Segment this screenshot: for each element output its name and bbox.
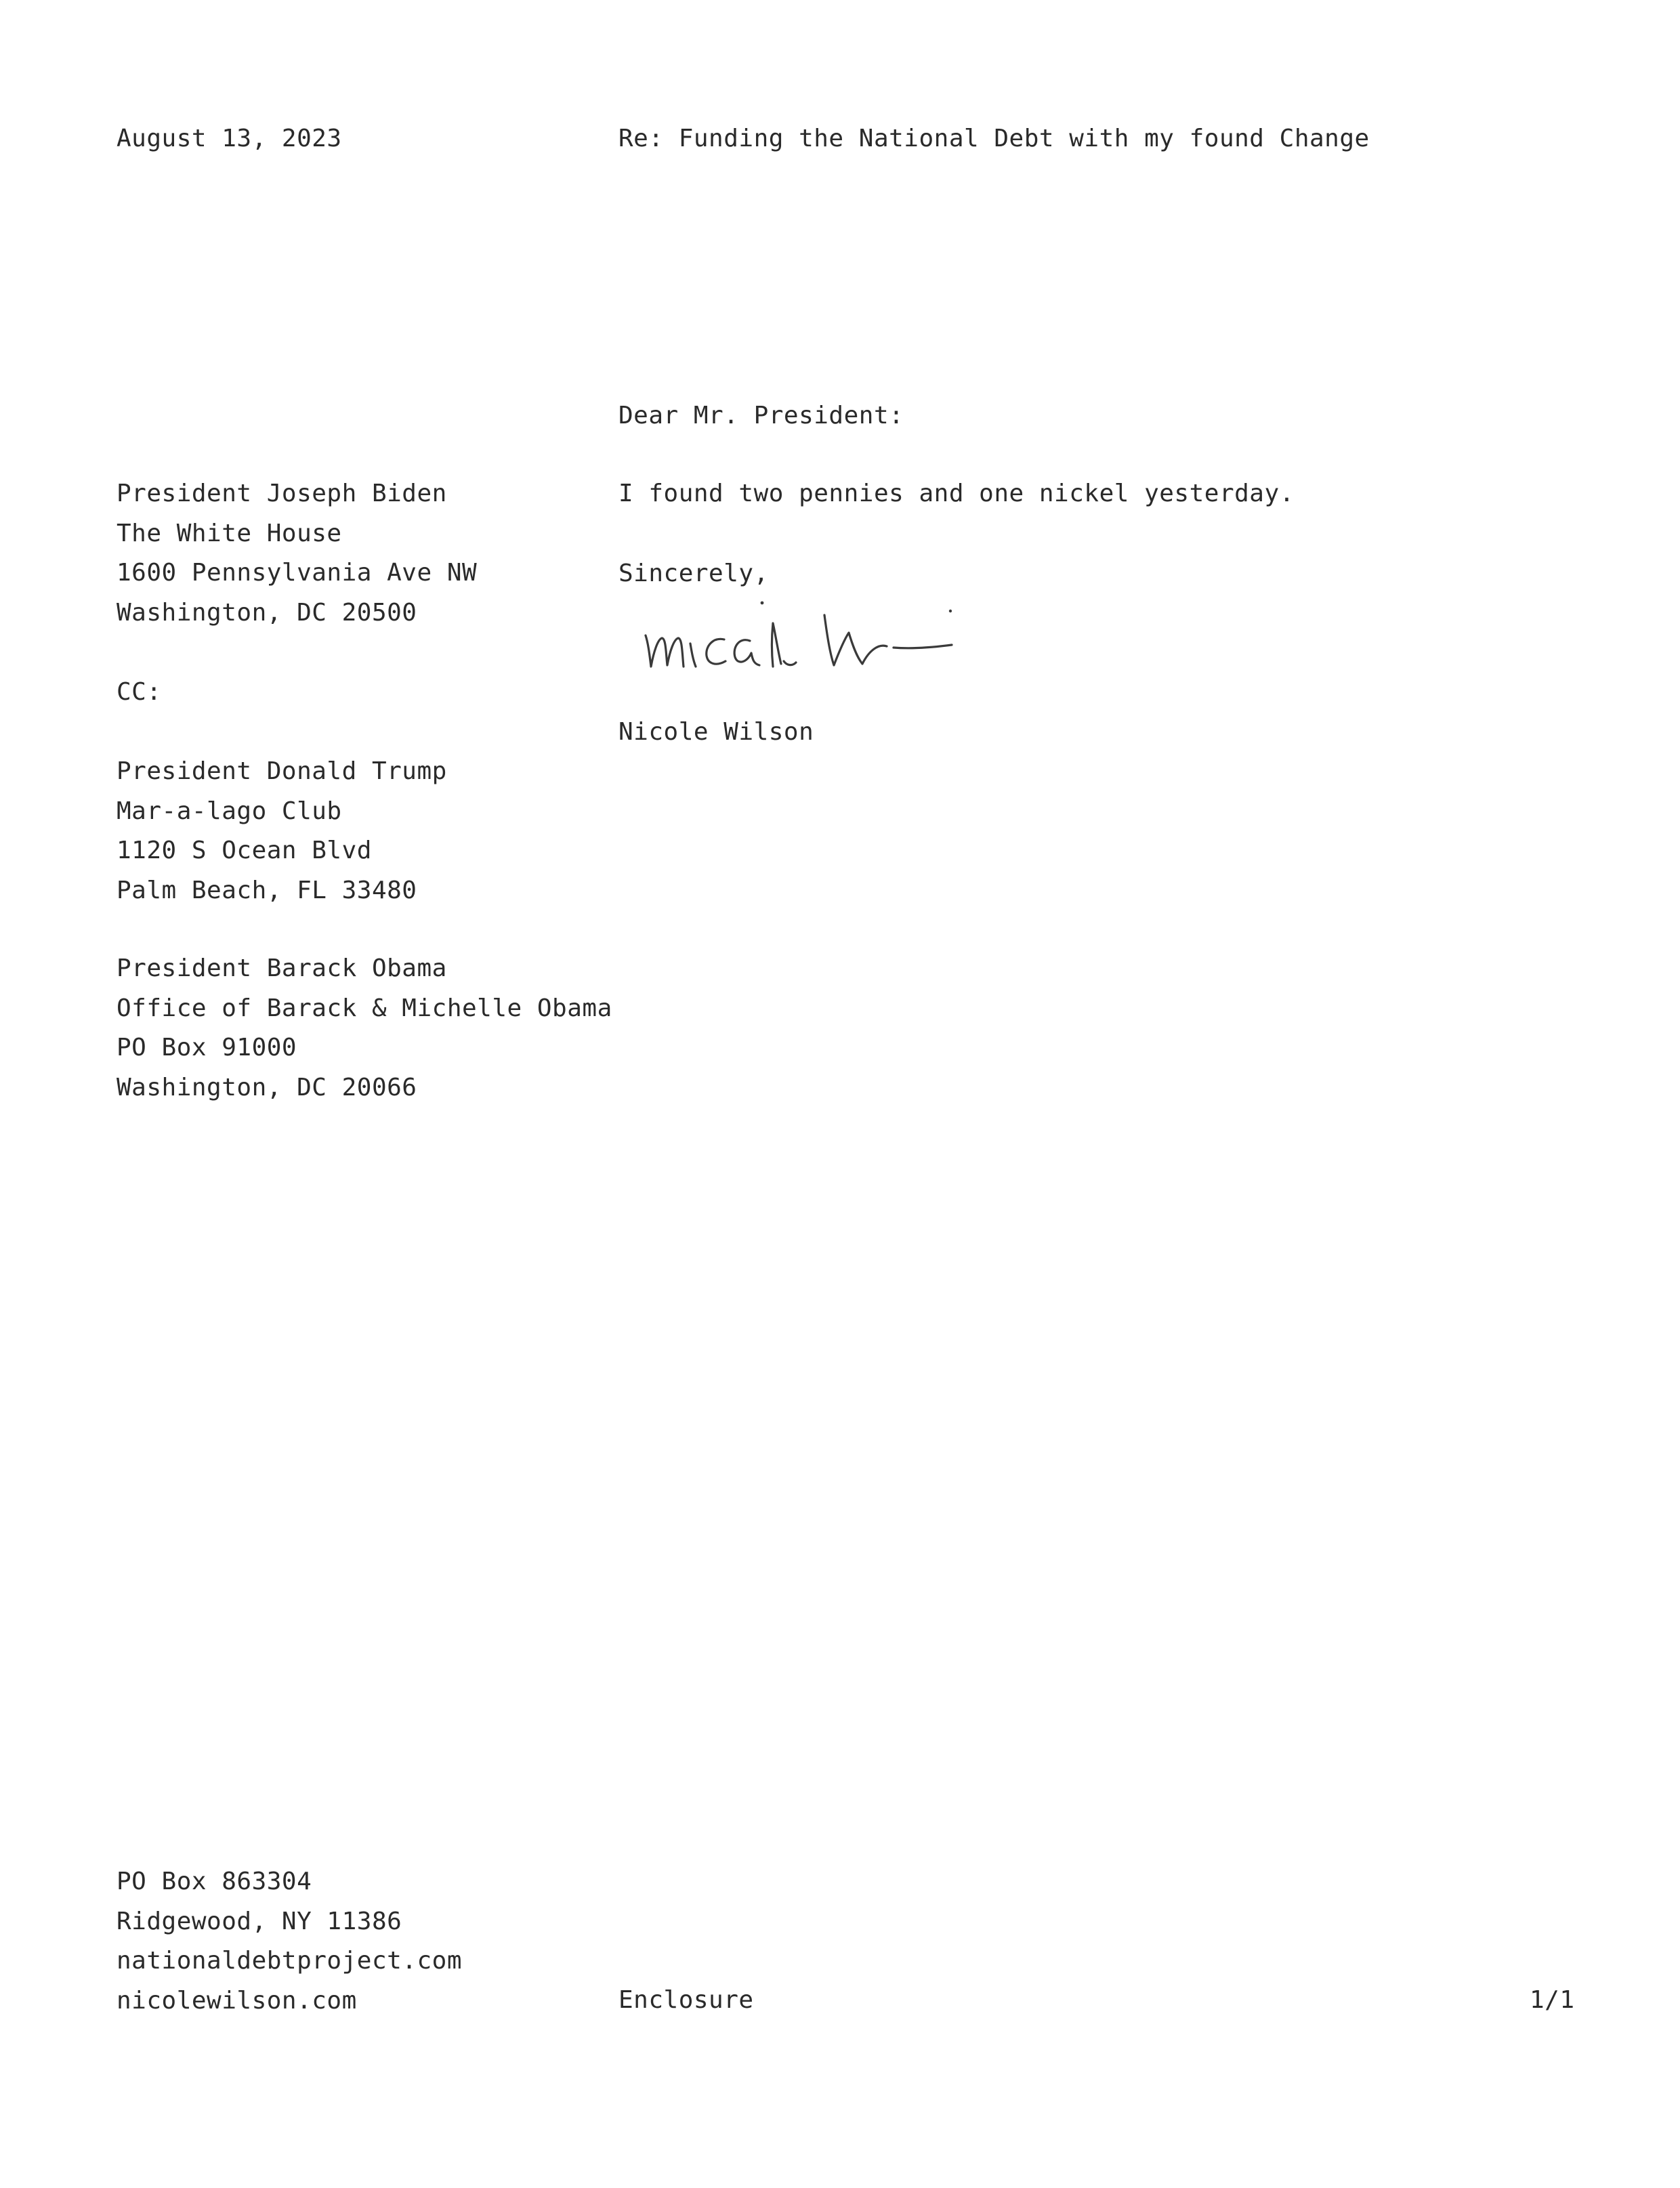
cc-recipient-address — [117, 752, 447, 910]
handwritten-signature — [633, 596, 965, 684]
cc-recipient-line: 1120 S Ocean Blvd — [117, 837, 372, 864]
sender-line: PO Box 863304 — [117, 1868, 312, 1895]
recipient-address — [117, 474, 477, 633]
recipient-line: 1600 Pennsylvania Ave NW — [117, 559, 478, 587]
letter-subject: Re: Funding the National Debt with my found Change — [618, 125, 1370, 152]
cc-recipient-line: Washington, DC 20066 — [117, 1073, 417, 1101]
cc-recipient-line: PO Box 91000 — [117, 1034, 297, 1061]
sender-address — [117, 1862, 462, 2021]
sender-line: Ridgewood, NY 11386 — [117, 1907, 402, 1935]
cc-recipient-line: Office of Barack & Michelle Obama — [117, 994, 612, 1022]
recipient-line: President Joseph Biden — [117, 480, 447, 507]
recipient-line: Washington, DC 20500 — [117, 598, 417, 627]
enclosure-note: Enclosure — [618, 1986, 754, 2014]
cc-recipient-address — [117, 949, 612, 1108]
closing: Sincerely, — [618, 560, 769, 587]
signer-name: Nicole Wilson — [618, 718, 814, 746]
cc-recipient-line: President Donald Trump — [117, 757, 447, 785]
letter-body: I found two pennies and one nickel yesterday. — [618, 480, 1295, 507]
page-number: 1/1 — [1530, 1986, 1575, 2014]
cc-label: CC: — [117, 678, 162, 706]
sender-website: nicolewilson.com — [117, 1986, 357, 2015]
salutation: Dear Mr. President: — [618, 402, 904, 429]
cc-recipient-line: Palm Beach, FL 33480 — [117, 876, 417, 904]
cc-recipient-line: President Barack Obama — [117, 954, 447, 982]
recipient-line: The White House — [117, 519, 342, 547]
sender-website: nationaldebtproject.com — [117, 1947, 462, 1975]
letter-date: August 13, 2023 — [117, 125, 342, 152]
cc-recipient-line: Mar-a-lago Club — [117, 797, 342, 825]
